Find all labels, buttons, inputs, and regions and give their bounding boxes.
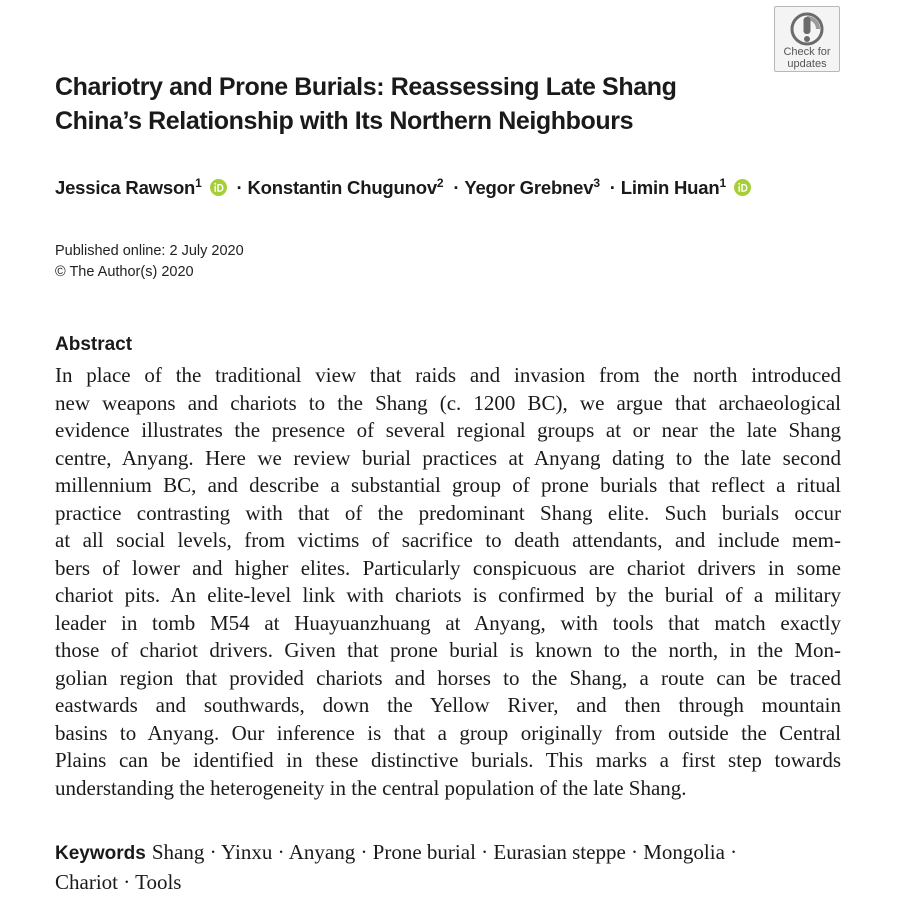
title-line-2: China’s Relationship with Its Northern Neighbours (55, 107, 634, 135)
author-affiliation: 3 (593, 176, 600, 190)
abstract-line: those of chariot drivers. Given that prone burial is known to the north, in the Mon- (55, 638, 841, 662)
author-name[interactable]: Jessica Rawson (55, 177, 196, 198)
abstract-line: leader in tomb M54 at Huayuanzhuang at Anyang, with tools that match exactly (55, 610, 841, 635)
badge-label-line1: Check for (783, 46, 831, 58)
abstract-line: millennium BC, and describe a substantial group of prone burials that reflect a ritual (55, 473, 841, 497)
abstract-line: practice contrasting with that of the predominant Shang elite. Such burials occur (55, 500, 841, 525)
keywords-line-2: Chariot · Tools (55, 870, 182, 894)
abstract-body (55, 362, 841, 802)
badge-label-line2: updates (787, 58, 827, 70)
abstract-line: understanding the heterogeneity in the central population of the late Shang. (55, 775, 687, 800)
author-name[interactable]: Yegor Grebnev (464, 177, 594, 198)
abstract-heading: Abstract (55, 334, 133, 355)
keywords-label: Keywords (55, 843, 146, 864)
abstract-line: golian region that provided chariots and horses to the Shang, a route can be traced (55, 665, 841, 690)
check-for-updates-badge[interactable] (774, 6, 840, 72)
author-affiliation: 1 (195, 176, 202, 190)
author-name[interactable]: Limin Huan (620, 177, 720, 198)
published-date: Published online: 2 July 2020 (55, 243, 244, 259)
check-for-updates-icon (790, 12, 824, 46)
abstract-line: chariot pits. An elite-level link with chariots is confirmed by the burial of a military (55, 583, 841, 607)
keywords-section (55, 838, 841, 896)
author-list (55, 175, 751, 201)
abstract-line: evidence illustrates the presence of several regional groups at or near the late Shang (55, 418, 841, 442)
author-separator: · (453, 177, 460, 198)
publication-info (55, 241, 244, 283)
author-affiliation: 1 (719, 176, 726, 190)
paper-title (55, 70, 755, 138)
abstract-line: basins to Anyang. Our inference is that a group originally from outside the Central (55, 720, 841, 745)
abstract-line: bers of lower and higher elites. Particularly conspicuous are chariot drivers in some (55, 555, 841, 580)
abstract-line: In place of the traditional view that raids and invasion from the north introduced (55, 363, 841, 387)
abstract-line: new weapons and chariots to the Shang (c. 1200 BC), we argue that archaeological (55, 390, 841, 415)
copyright-notice: © The Author(s) 2020 (55, 264, 194, 280)
keywords-line-1: Shang · Yinxu · Anyang · Prone burial · Eurasian steppe · Mongolia · (151, 840, 738, 864)
author-separator: · (236, 177, 243, 198)
abstract-line: eastwards and southwards, down the Yellow River, and then through mountain (55, 693, 841, 717)
abstract-line: Plains can be identified in these distinctive burials. This marks a first step towards (55, 748, 841, 772)
orcid-icon[interactable] (210, 179, 227, 196)
abstract-line: centre, Anyang. Here we review burial practices at Anyang dating to the late second (55, 445, 841, 470)
abstract-line: at all social levels, from victims of sacrifice to death attendants, and include mem- (55, 528, 841, 552)
author-separator: · (609, 177, 616, 198)
author-affiliation: 2 (436, 176, 444, 190)
author-name[interactable]: Konstantin Chugunov (247, 177, 437, 198)
title-line-1: Chariotry and Prone Burials: Reassessing Late Shang (55, 73, 677, 101)
orcid-icon[interactable] (734, 179, 751, 196)
